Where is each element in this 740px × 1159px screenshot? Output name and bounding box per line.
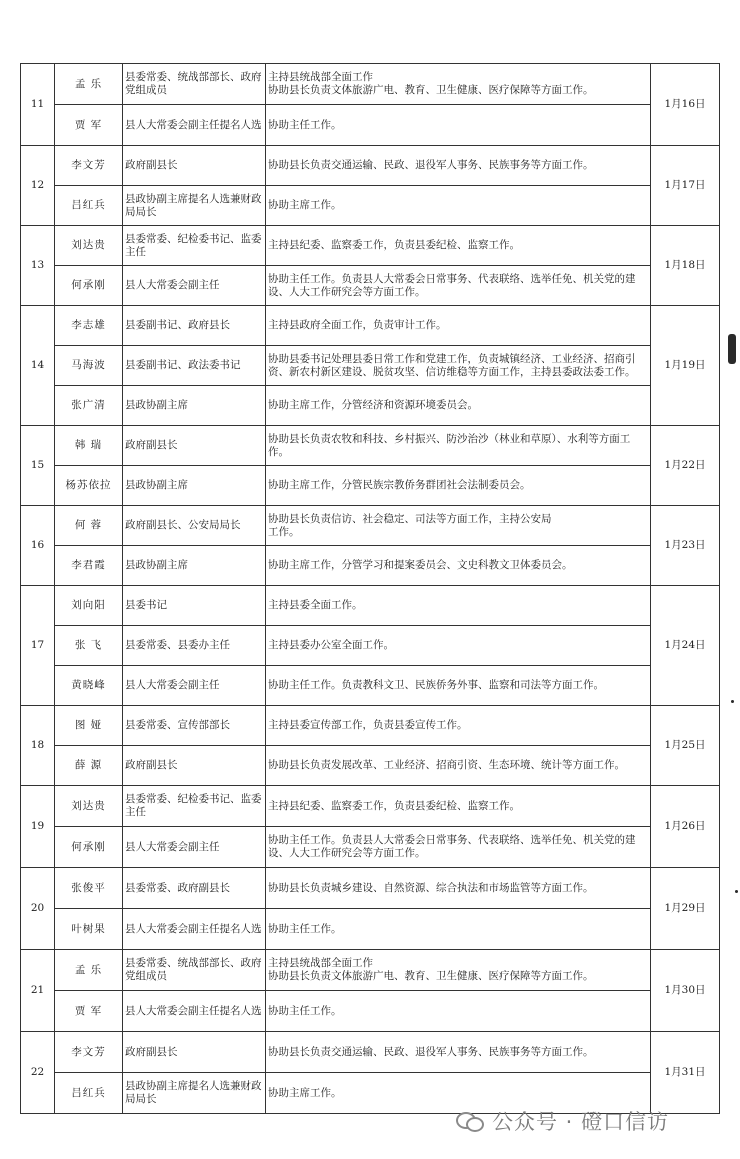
table-row: [21, 626, 720, 666]
official-duty: 协助主席工作。: [266, 1073, 651, 1114]
row-number: 13: [21, 226, 55, 306]
official-position: 政府副县长、公安局局长: [123, 506, 266, 546]
scan-mark: [731, 700, 734, 703]
scan-mark: [728, 334, 736, 364]
official-name: 刘向阳: [55, 586, 123, 626]
wechat-icon: [456, 1110, 484, 1132]
table-row: [21, 105, 720, 146]
official-name: 叶树果: [55, 909, 123, 950]
official-duty: 主持县委全面工作。: [266, 586, 651, 626]
official-position: 县委副书记、政法委书记: [123, 346, 266, 386]
official-name: 张广清: [55, 386, 123, 426]
official-duty: 协助县长负责交通运输、民政、退役军人事务、民族事务等方面工作。: [266, 146, 651, 186]
official-name: 刘达贵: [55, 226, 123, 266]
official-duty: 协助主席工作，分管学习和提案委员会、文史科教文卫体委员会。: [266, 546, 651, 586]
official-duty: 主持县政府全面工作，负责审计工作。: [266, 306, 651, 346]
official-position: 县人大常委会副主任: [123, 666, 266, 706]
official-position: 县人大常委会副主任提名人选: [123, 991, 266, 1032]
official-name: 马海波: [55, 346, 123, 386]
table-row: [21, 466, 720, 506]
table-row: [21, 306, 720, 346]
official-position: 县人大常委会副主任: [123, 827, 266, 868]
official-duty: 协助主席工作，分管民族宗教侨务群团社会法制委员会。: [266, 466, 651, 506]
reception-date: 1月26日: [651, 786, 720, 868]
table-row: [21, 706, 720, 746]
official-name: 刘达贵: [55, 786, 123, 827]
official-position: 县政协副主席提名人选兼财政局局长: [123, 1073, 266, 1114]
row-number: 16: [21, 506, 55, 586]
official-duty: 主持县统战部全面工作 协助县长负责文体旅游广电、教育、卫生健康、医疗保障等方面工作。: [266, 64, 651, 105]
reception-date: 1月31日: [651, 1032, 720, 1114]
official-position: 县人大常委会副主任: [123, 266, 266, 306]
table-row: [21, 226, 720, 266]
row-number: 18: [21, 706, 55, 786]
official-duty: 协助主席工作。: [266, 186, 651, 226]
official-duty: 协助主任工作。负责县人大常委会日常事务、代表联络、选举任免、机关党的建设、人大工作研究会等方面工作。: [266, 266, 651, 306]
reception-date: 1月30日: [651, 950, 720, 1032]
reception-date: 1月23日: [651, 506, 720, 586]
official-position: 政府副县长: [123, 746, 266, 786]
official-position: 政府副县长: [123, 426, 266, 466]
official-name: 张 飞: [55, 626, 123, 666]
official-name: 韩 瑞: [55, 426, 123, 466]
official-duty: 协助县长负责农牧和科技、乡村振兴、防沙治沙（林业和草原）、水利等方面工作。: [266, 426, 651, 466]
official-duty: 协助县长负责城乡建设、自然资源、综合执法和市场监管等方面工作。: [266, 868, 651, 909]
reception-date: 1月25日: [651, 706, 720, 786]
reception-date: 1月17日: [651, 146, 720, 226]
official-position: 政府副县长: [123, 1032, 266, 1073]
row-number: 20: [21, 868, 55, 950]
official-position: 政府副县长: [123, 146, 266, 186]
watermark: [456, 1108, 669, 1134]
official-position: 县委副书记、政府县长: [123, 306, 266, 346]
table-row: [21, 266, 720, 306]
official-duty: 主持县纪委、监察委工作，负责县委纪检、监察工作。: [266, 226, 651, 266]
official-duty: 协助主任工作。: [266, 991, 651, 1032]
reception-date: 1月22日: [651, 426, 720, 506]
official-duty: 协助主席工作，分管经济和资源环境委员会。: [266, 386, 651, 426]
official-name: 吕红兵: [55, 186, 123, 226]
official-position: 县委常委、宣传部部长: [123, 706, 266, 746]
official-duty: 主持县统战部全面工作 协助县长负责文体旅游广电、教育、卫生健康、医疗保障等方面工作。: [266, 950, 651, 991]
official-position: 县政协副主席: [123, 466, 266, 506]
official-position: 县委常委、统战部部长、政府党组成员: [123, 950, 266, 991]
official-position: 县人大常委会副主任提名人选: [123, 909, 266, 950]
official-duty: 协助县长负责交通运输、民政、退役军人事务、民族事务等方面工作。: [266, 1032, 651, 1073]
table-row: [21, 786, 720, 827]
table-row: [21, 506, 720, 546]
reception-date: 1月24日: [651, 586, 720, 706]
official-name: 贾 军: [55, 105, 123, 146]
reception-date: 1月18日: [651, 226, 720, 306]
watermark-text: 公众号 · 磴口信访: [492, 1110, 670, 1134]
official-position: 县委常委、县委办主任: [123, 626, 266, 666]
official-position: 县政协副主席: [123, 386, 266, 426]
official-duty: 协助县长负责信访、社会稳定、司法等方面工作，主持公安局 工作。: [266, 506, 651, 546]
row-number: 11: [21, 64, 55, 146]
official-name: 何承刚: [55, 827, 123, 868]
official-position: 县委常委、纪检委书记、监委主任: [123, 786, 266, 827]
official-position: 县人大常委会副主任提名人选: [123, 105, 266, 146]
table-row: [21, 746, 720, 786]
official-position: 县委常委、政府副县长: [123, 868, 266, 909]
row-number: 21: [21, 950, 55, 1032]
official-name: 杨苏依拉: [55, 466, 123, 506]
official-name: 李志雄: [55, 306, 123, 346]
official-position: 县政协副主席提名人选兼财政局局长: [123, 186, 266, 226]
table-row: [21, 868, 720, 909]
official-duty: 协助主任工作。: [266, 909, 651, 950]
official-name: 李君霞: [55, 546, 123, 586]
official-duty: 主持县委宣传部工作，负责县委宣传工作。: [266, 706, 651, 746]
table-row: [21, 827, 720, 868]
official-name: 吕红兵: [55, 1073, 123, 1114]
table-row: [21, 1032, 720, 1073]
table-row: [21, 426, 720, 466]
table-row: [21, 386, 720, 426]
official-name: 黄晓峰: [55, 666, 123, 706]
reception-date: 1月16日: [651, 64, 720, 146]
reception-date: 1月19日: [651, 306, 720, 426]
row-number: 12: [21, 146, 55, 226]
row-number: 15: [21, 426, 55, 506]
row-number: 14: [21, 306, 55, 426]
official-name: 李文芳: [55, 146, 123, 186]
scan-mark: [735, 890, 738, 893]
official-duty: 协助县委书记处理县委日常工作和党建工作，负责城镇经济、工业经济、招商引资、新农村新区建设、脱贫攻坚、信访维稳等方面工作，主持县委政法委工作。: [266, 346, 651, 386]
official-duty: 主持县纪委、监察委工作，负责县委纪检、监察工作。: [266, 786, 651, 827]
official-name: 李文芳: [55, 1032, 123, 1073]
official-name: 张俊平: [55, 868, 123, 909]
table-row: [21, 186, 720, 226]
official-duty: 协助主任工作。: [266, 105, 651, 146]
official-duty: 主持县委办公室全面工作。: [266, 626, 651, 666]
table-row: [21, 146, 720, 186]
table-row: [21, 586, 720, 626]
official-position: 县政协副主席: [123, 546, 266, 586]
official-duty: 协助县长负责发展改革、工业经济、招商引资、生态环境、统计等方面工作。: [266, 746, 651, 786]
table-row: [21, 64, 720, 105]
table-row: [21, 991, 720, 1032]
official-name: 何 蓉: [55, 506, 123, 546]
official-duty: 协助主任工作。负责县人大常委会日常事务、代表联络、选举任免、机关党的建设、人大工作研究会等方面工作。: [266, 827, 651, 868]
reception-schedule-table: [20, 63, 720, 1114]
reception-date: 1月29日: [651, 868, 720, 950]
row-number: 19: [21, 786, 55, 868]
official-name: 何承刚: [55, 266, 123, 306]
official-name: 薛 源: [55, 746, 123, 786]
table-row: [21, 909, 720, 950]
official-position: 县委常委、纪检委书记、监委主任: [123, 226, 266, 266]
row-number: 22: [21, 1032, 55, 1114]
official-position: 县委书记: [123, 586, 266, 626]
table-row: [21, 546, 720, 586]
official-name: 贾 军: [55, 991, 123, 1032]
official-position: 县委常委、统战部部长、政府党组成员: [123, 64, 266, 105]
table-row: [21, 950, 720, 991]
official-name: 图 娅: [55, 706, 123, 746]
table-row: [21, 666, 720, 706]
official-name: 孟 乐: [55, 64, 123, 105]
official-duty: 协助主任工作。负责教科文卫、民族侨务外事、监察和司法等方面工作。: [266, 666, 651, 706]
table-row: [21, 346, 720, 386]
schedule-table-body: [21, 64, 720, 1114]
row-number: 17: [21, 586, 55, 706]
official-name: 孟 乐: [55, 950, 123, 991]
